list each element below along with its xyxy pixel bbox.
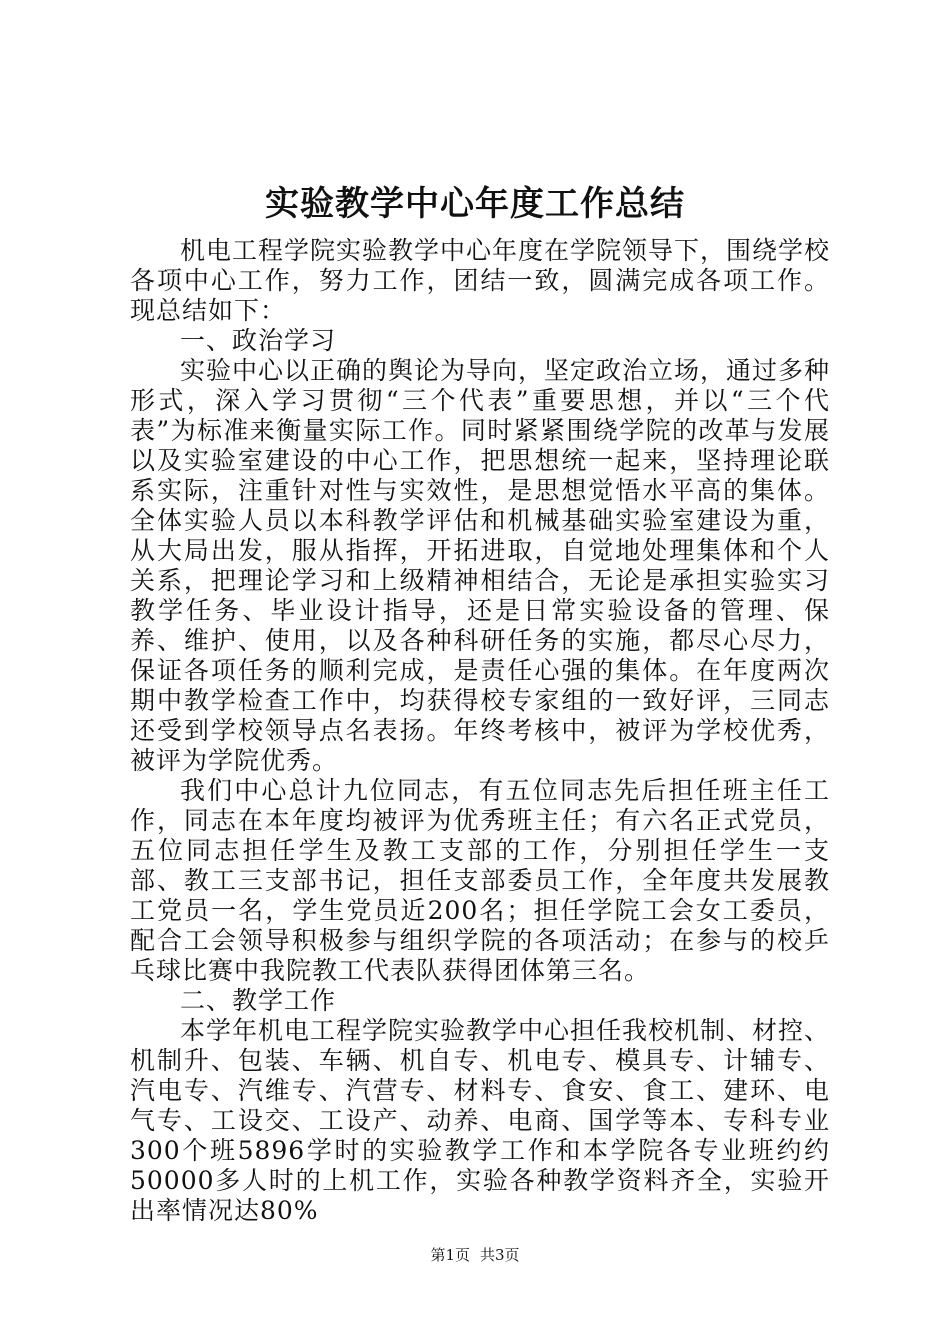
- document-title: 实验教学中心年度工作总结: [265, 184, 685, 224]
- section-heading-teaching: 二、教学工作: [180, 986, 337, 1015]
- intro-paragraph: 机电工程学院实验教学中心年度在学院领导下，围绕学校各项中心工作，努力工作，团结一致，圆满完成各项工作。现总结如下：: [130, 236, 831, 325]
- page-total: 共3页: [480, 1246, 520, 1264]
- page-footer: [0, 1245, 950, 1265]
- page-number: 第1页: [430, 1246, 470, 1264]
- politics-paragraph-1: 实验中心以正确的舆论为导向，坚定政治立场，通过多种形式，深入学习贯彻“三个代表”重要思想，并以“三个代表”为标准来衡量实际工作。同时紧紧围绕学院的改革与发展以及实验室建设的中心工作，把思想统一起来，坚持理论联系实际，注重针对性与实效性，是思想觉悟水平高的集体。全体实验人员以本科教学评估和机械基础实验室建设为重，从大局出发，服从指挥，开拓进取，自觉地处理集体和个人关系，把理论学习和上级精神相结合，无论是承担实验实习教学任务、毕业设计指导，还是日常实验设备的管理、保养、维护、使用，以及各种科研任务的实施，都尽心尽力，保证各项任务的顺利完成，是责任心强的集体。在年度两次期中教学检查工作中，均获得校专家组的一致好评，三同志还受到学校领导点名表扬。年终考核中，被评为学校优秀，被评为学院优秀。: [130, 356, 831, 775]
- politics-paragraph-2: 我们中心总计九位同志，有五位同志先后担任班主任工作，同志在本年度均被评为优秀班主任；有六名正式党员，五位同志担任学生及教工支部的工作，分别担任学生一支部、教工三支部书记，担任支部委员工作，全年度共发展教工党员一名，学生党员近200名；担任学院工会女工委员，配合工会领导积极参与组织学院的各项活动；在参与的校乒乓球比赛中我院教工代表队获得团体第三名。: [130, 776, 830, 985]
- section-heading-politics: 一、政治学习: [180, 326, 337, 355]
- teaching-paragraph-1: 本学年机电工程学院实验教学中心担任我校机制、材控、机制升、包装、车辆、机自专、机电专、模具专、计辅专、汽电专、汽维专、汽营专、材料专、食安、食工、建环、电气专、工设交、工设产、动养、电商、国学等本、专科专业300个班5896学时的实验教学工作和本学院各专业班约约50000多人时的上机工作，实验各种教学资料齐全，实验开出率情况达80%: [130, 1016, 831, 1225]
- document-body: [130, 236, 831, 1225]
- body-text-area: [130, 236, 831, 1225]
